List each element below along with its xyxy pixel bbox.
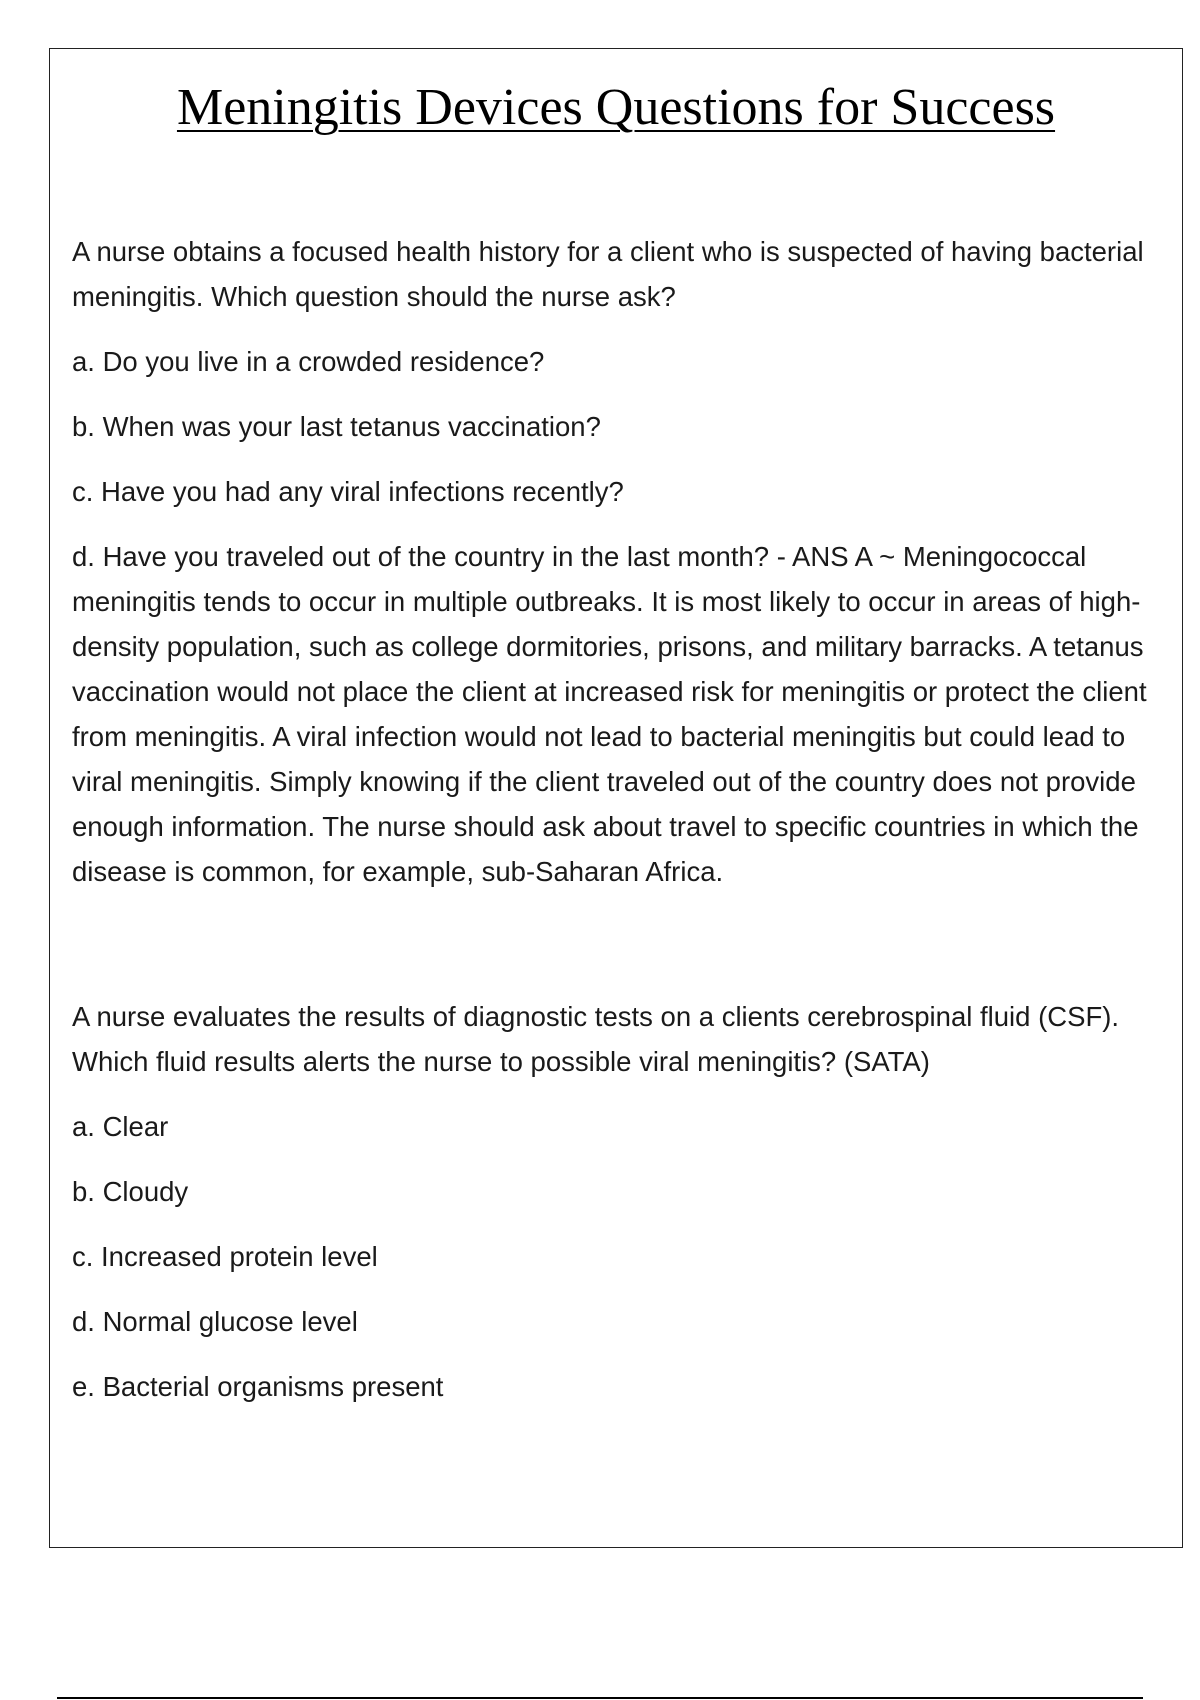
answer-option-a: a. Do you live in a crowded residence?: [72, 346, 545, 377]
answer-option-d: d. Normal glucose level: [72, 1306, 358, 1337]
question-1: [72, 229, 1172, 894]
page-border: [49, 48, 1183, 1548]
document-body: [72, 229, 1172, 1429]
page-title: [50, 77, 1182, 139]
page-title-text: Meningitis Devices Questions for Success: [176, 79, 1056, 136]
answer-option-b: b. Cloudy: [72, 1176, 189, 1207]
answer-option-c: c. Increased protein level: [72, 1241, 378, 1272]
answer-option-d-with-rationale: d. Have you traveled out of the country in the last month? - ANS A ~ Meningococcal meningitis tends to occur in multiple outbreaks. It is most likely to occur in areas of high-density population, such as college dormitories, prisons, and military barracks. A tetanus vaccination would not place the client at increased risk for meningitis or protect the client from meningitis. A viral infection would not lead to bacterial meningitis but could lead to viral meningitis. Simply knowing if the client traveled out of the country does not provide enough information. The nurse should ask about travel to specific countries in which the disease is common, for example, sub-Saharan Africa.: [72, 541, 1147, 887]
answer-option-b: b. When was your last tetanus vaccination?: [72, 411, 601, 442]
answer-option-c: c. Have you had any viral infections recently?: [72, 476, 624, 507]
question-stem: A nurse evaluates the results of diagnostic tests on a clients cerebrospinal fluid (CSF). Which fluid results alerts the nurse to possible viral meningitis? (SATA): [72, 1001, 1120, 1077]
answer-option-e: e. Bacterial organisms present: [72, 1371, 444, 1402]
answer-option-a: a. Clear: [72, 1111, 169, 1142]
question-2: [72, 994, 1172, 1409]
question-stem: A nurse obtains a focused health history for a client who is suspected of having bacterial meningitis. Which question should the nurse ask?: [72, 236, 1144, 312]
question-spacer: [72, 894, 1172, 994]
footer-divider: [57, 1697, 1143, 1699]
